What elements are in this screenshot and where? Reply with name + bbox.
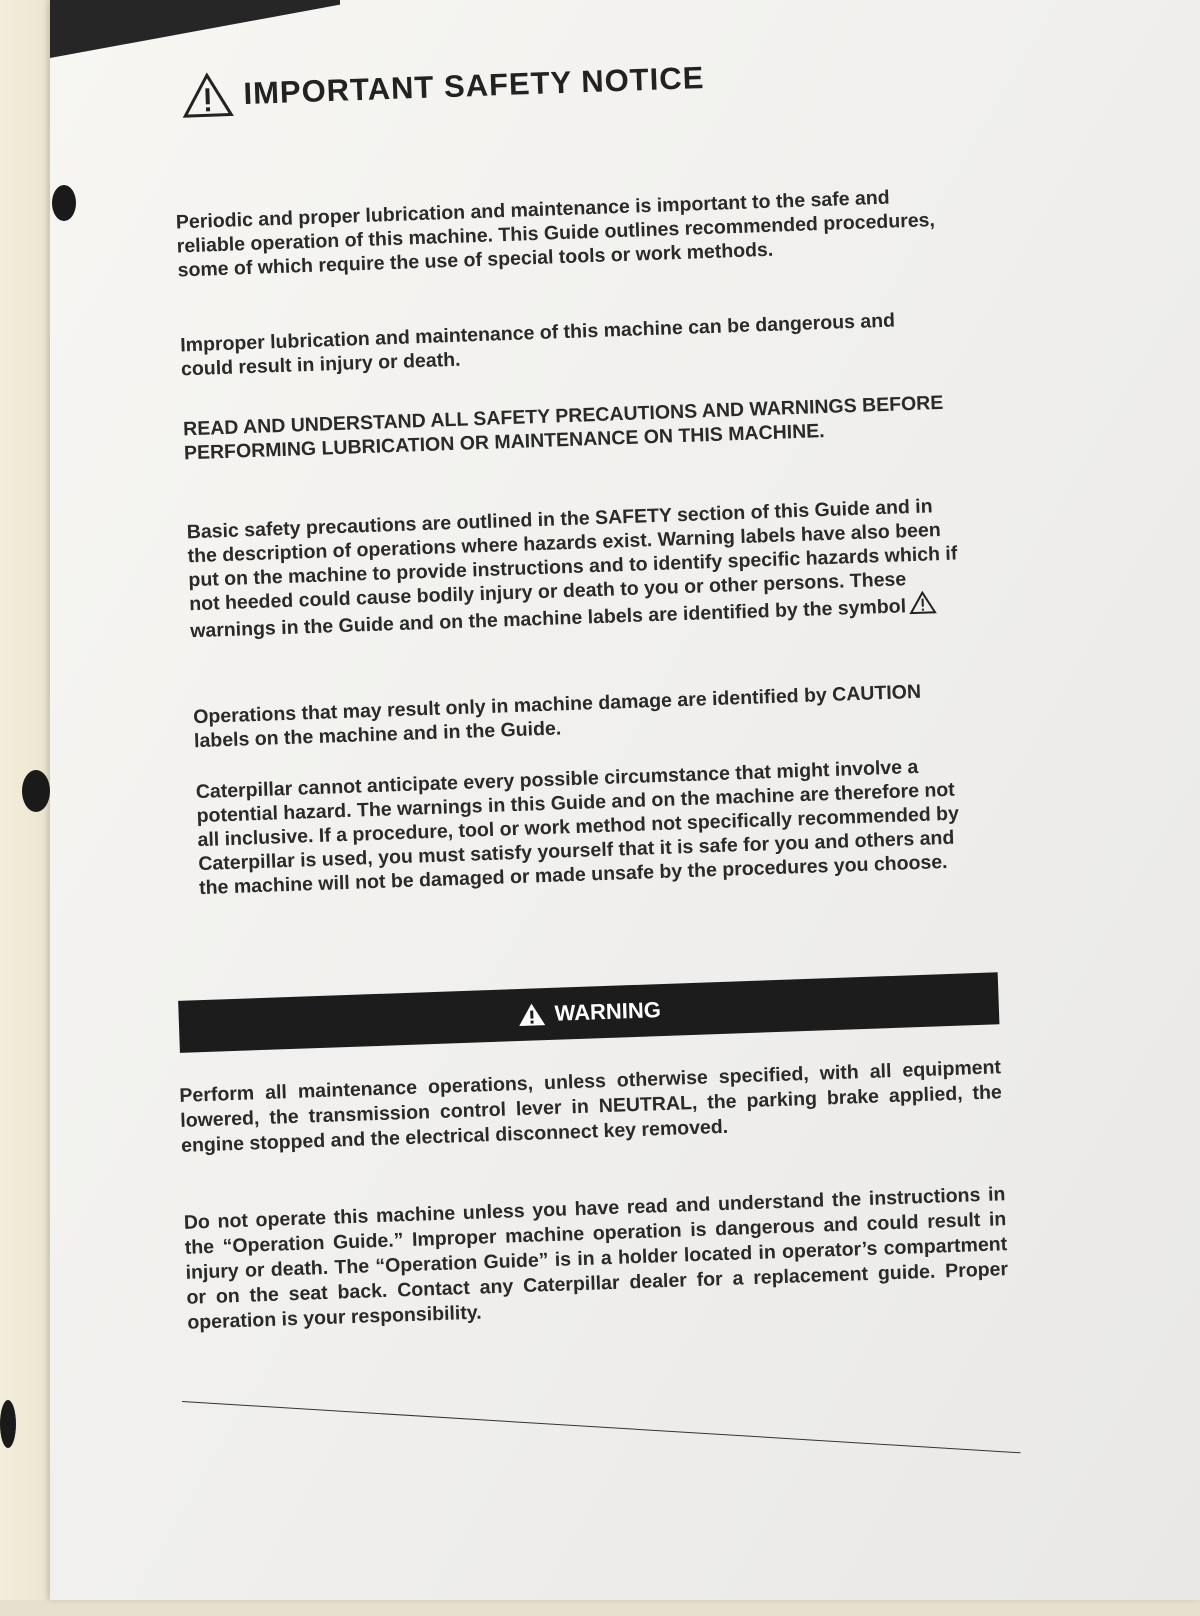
page-title bbox=[181, 55, 705, 119]
punch-hole bbox=[52, 185, 76, 221]
warning-header bbox=[178, 972, 999, 1053]
notice-paragraph-3: READ AND UNDERSTAND ALL SAFETY PRECAUTIONS AND WARNINGS BEFORE PERFORMING LUBRICATION OR MAINTENANCE ON THIS MACHINE. bbox=[182, 391, 944, 465]
warning-triangle-icon bbox=[181, 71, 235, 119]
notice-paragraph-2: Improper lubrication and maintenance of this machine can be dangerous and could result in injury or death. bbox=[179, 309, 896, 381]
notice-paragraph-1: Periodic and proper lubrication and maintenance is important to the safe and reliable operation of this machine. This Guide outlines recommended procedures, some of which require the use of special tools or work methods. bbox=[175, 186, 936, 282]
punch-hole bbox=[0, 1400, 16, 1448]
title-text: IMPORTANT SAFETY NOTICE bbox=[242, 60, 705, 112]
notice-content bbox=[124, 0, 1059, 1616]
divider-line bbox=[182, 1401, 1020, 1453]
notice-paragraph-4 bbox=[186, 493, 960, 643]
warning-paragraph-1: Perform all maintenance operations, unless otherwise specified, with all equipment lowered, the transmission control lever in NEUTRAL, the parking brake applied, the engine stopped and the electrical disconnect key removed. bbox=[179, 1056, 1003, 1157]
notice-paragraph-5: Operations that may result only in machine damage are identified by CAUTION labels on the machine and in the Guide. bbox=[192, 680, 922, 753]
warning-label: WARNING bbox=[554, 997, 662, 1026]
warning-paragraph-2: Do not operate this machine unless you have read and understand the instructions in the “Operation Guide.” Improper machine operation is dangerous and could result in injury or death. The “Operation Guide” is in a holder located in operator’s compartment or on the seat back. Contact any Caterpillar dealer for a replacement guide. Proper operation is your responsibility. bbox=[183, 1183, 1009, 1334]
notice-paragraph-6: Caterpillar cannot anticipate every possible circumstance that might involve a potential hazard. The warnings in this Guide and on the machine are therefore not all inclusive. If a procedure, tool or work method not specifically recommended by Caterpillar is used, you must satisfy yourself that it is safe for you and others and the machine will not be damaged or made unsafe by the procedures you choose. bbox=[195, 755, 960, 900]
punch-hole bbox=[22, 770, 50, 812]
notice-paragraph-4-text: Basic safety precautions are outlined in the SAFETY section of this Guide and in the description of operations where hazards exist. Warning labels have also been put on the machine to provide instructions and to identify specific hazards which if not heeded could cause bodily injury or death to you or other persons. These warnings in the Guide and on the machine labels are identified by the symbol bbox=[186, 495, 958, 643]
warning-triangle-icon bbox=[516, 1001, 547, 1028]
warning-symbol-icon bbox=[908, 590, 937, 615]
